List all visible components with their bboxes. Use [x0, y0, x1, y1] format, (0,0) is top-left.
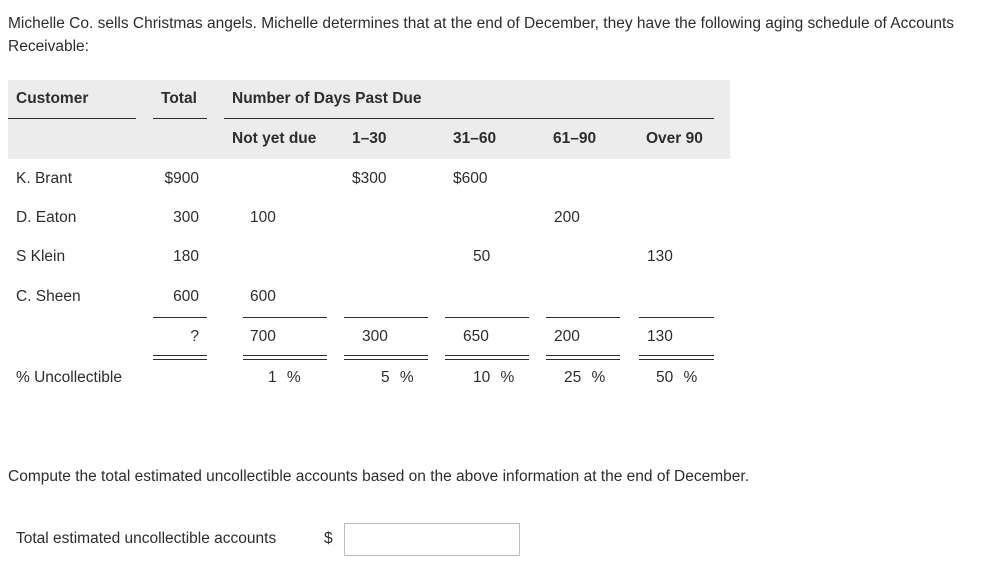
- row-3-over-90: 130: [647, 248, 673, 265]
- subheader-61-90: 61–90: [553, 130, 597, 147]
- total-line-31-60: [445, 317, 529, 318]
- uncollectible-label: % Uncollectible: [16, 369, 122, 386]
- header-days-past-due: Number of Days Past Due: [232, 90, 422, 107]
- uncollectible-1-30: 5 %: [381, 369, 414, 386]
- row-4-total: 600: [173, 288, 199, 305]
- double-line-not-yet-due: [243, 355, 327, 360]
- header-underline-total: [153, 118, 207, 119]
- problem-intro: Michelle Co. sells Christmas angels. Michelle determines that at the end of December, they have the following aging schedule of Accounts Receivable:: [8, 15, 955, 55]
- currency-symbol: $: [324, 530, 333, 547]
- row-1-total: $900: [164, 170, 199, 187]
- total-line-over-90: [639, 317, 714, 318]
- double-line-31-60: [445, 355, 529, 360]
- row-4-customer: C. Sheen: [16, 288, 81, 305]
- totals-61-90: 200: [554, 328, 580, 345]
- header-underline-days: [224, 118, 714, 119]
- double-line-1-30: [344, 355, 428, 360]
- double-line-total: [153, 355, 207, 360]
- row-2-61-90: 200: [554, 209, 580, 226]
- totals-total: ?: [190, 328, 199, 345]
- total-line-not-yet-due: [243, 317, 327, 318]
- question-text: Compute the total estimated uncollectible accounts based on the above information at the end of December.: [8, 468, 750, 485]
- uncollectible-61-90: 25 %: [564, 369, 606, 386]
- total-line-total: [153, 317, 207, 318]
- uncollectible-over-90: 50 %: [656, 369, 698, 386]
- row-1-1-30: $300: [352, 170, 387, 187]
- subheader-not-yet-due: Not yet due: [232, 130, 317, 147]
- subheader-1-30: 1–30: [352, 130, 387, 147]
- row-4-not-yet-due: 600: [250, 288, 276, 305]
- row-3-31-60: 50: [473, 248, 491, 265]
- subheader-31-60: 31–60: [453, 130, 497, 147]
- uncollectible-not-yet-due: 1 %: [268, 369, 301, 386]
- total-uncollectible-input[interactable]: [344, 523, 520, 556]
- header-underline-customer: [8, 118, 136, 119]
- total-line-61-90: [546, 317, 620, 318]
- double-line-over-90: [639, 355, 714, 360]
- row-3-total: 180: [173, 248, 199, 265]
- uncollectible-31-60: 10 %: [473, 369, 515, 386]
- header-total: Total: [161, 90, 197, 107]
- row-2-total: 300: [173, 209, 199, 226]
- total-line-1-30: [344, 317, 428, 318]
- double-line-61-90: [546, 355, 620, 360]
- row-2-customer: D. Eaton: [16, 209, 77, 226]
- totals-1-30: 300: [362, 328, 388, 345]
- row-2-not-yet-due: 100: [250, 209, 276, 226]
- header-customer: Customer: [16, 90, 89, 107]
- row-1-customer: K. Brant: [16, 170, 72, 187]
- subheader-over-90: Over 90: [646, 130, 703, 147]
- totals-31-60: 650: [463, 328, 489, 345]
- row-3-customer: S Klein: [16, 248, 66, 265]
- row-1-31-60: $600: [453, 170, 488, 187]
- totals-not-yet-due: 700: [250, 328, 276, 345]
- totals-over-90: 130: [647, 328, 673, 345]
- answer-label: Total estimated uncollectible accounts: [16, 530, 277, 547]
